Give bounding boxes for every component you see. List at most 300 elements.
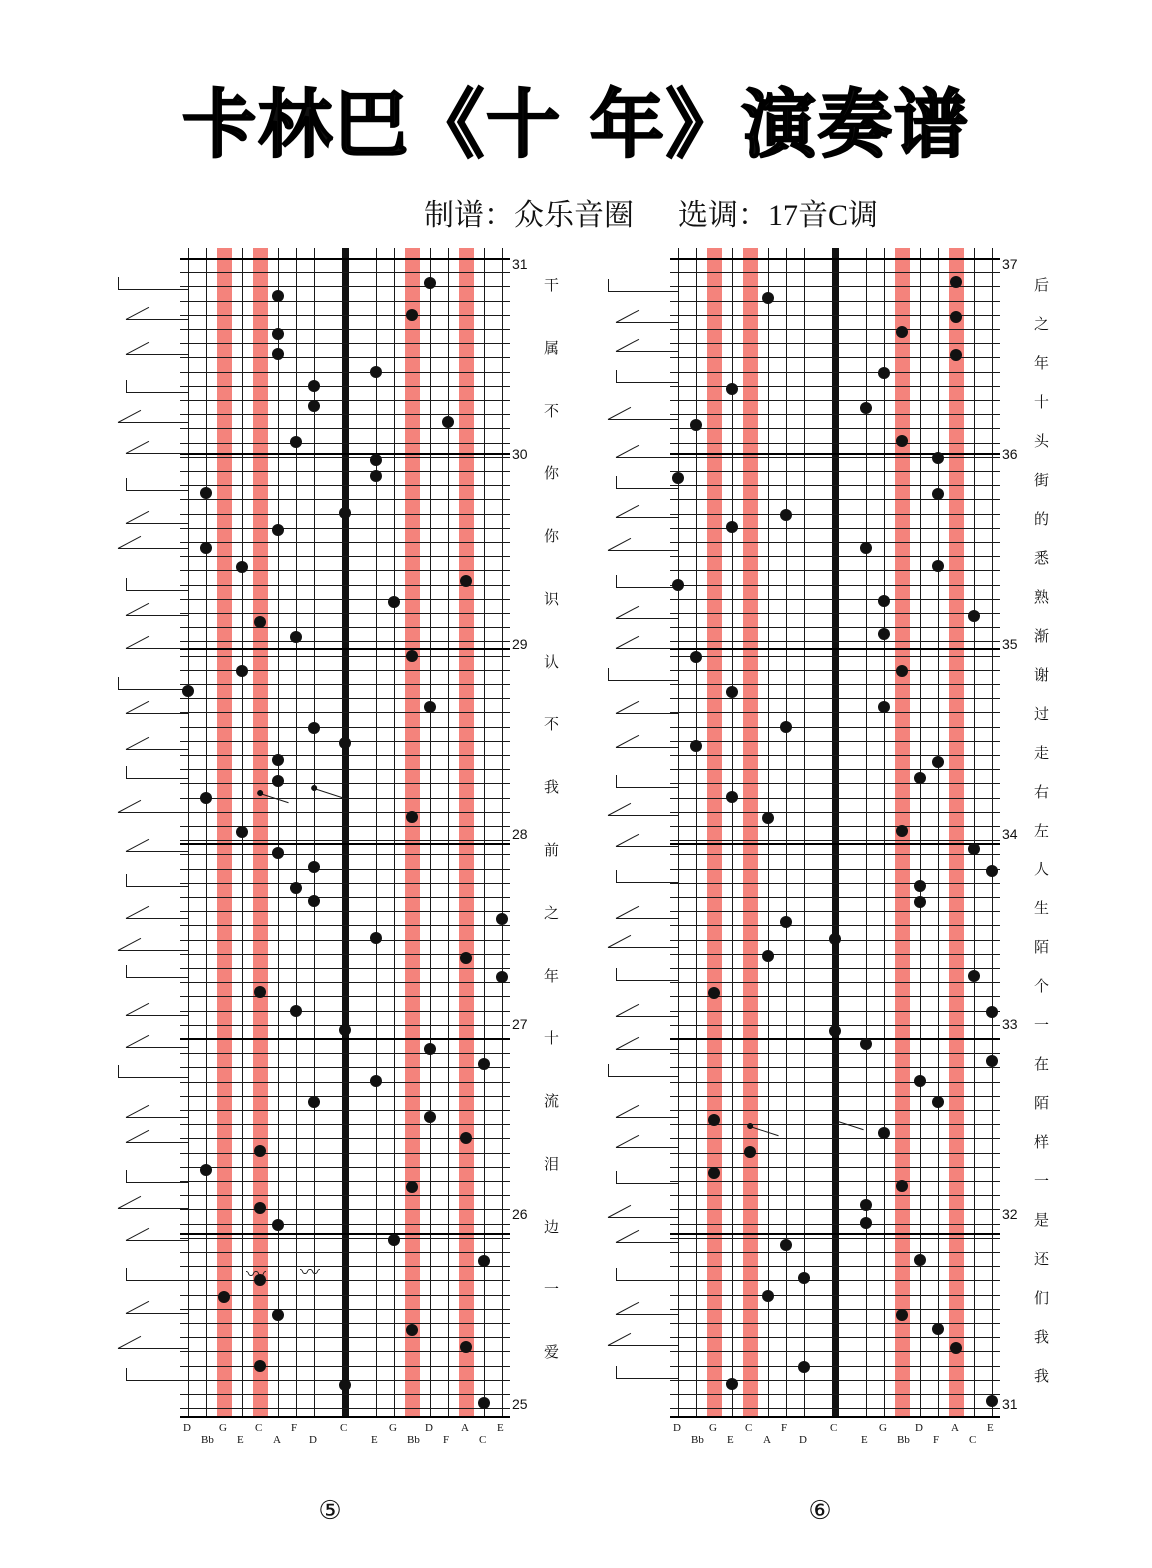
beam-line xyxy=(616,787,678,788)
note-dot xyxy=(406,811,418,823)
key-label: E xyxy=(727,1434,734,1446)
lyric-char: 悉 xyxy=(1034,548,1050,567)
measure-number: 37 xyxy=(1002,256,1018,272)
lyric-char: 熟 xyxy=(1034,587,1050,606)
lyric-char: 干 xyxy=(544,276,560,294)
lyric-char: 们 xyxy=(1034,1289,1050,1308)
tine xyxy=(992,248,993,1418)
beam-line xyxy=(616,918,678,919)
beam-hook xyxy=(126,874,127,886)
flag-stroke xyxy=(118,800,141,813)
tine xyxy=(376,248,377,1418)
beam-line xyxy=(118,950,188,951)
note-dot xyxy=(914,880,926,892)
beat-line xyxy=(180,925,510,926)
beam-line xyxy=(608,815,678,816)
credit-value: 众乐音圈 xyxy=(513,199,634,232)
beam-line xyxy=(126,918,188,919)
measure-line xyxy=(180,453,510,455)
beat-line xyxy=(180,400,510,401)
flag-stroke xyxy=(608,1333,631,1346)
note-dot xyxy=(370,366,382,378)
beat-line xyxy=(670,1309,1000,1310)
beat-line xyxy=(670,329,1000,330)
measure-number: 28 xyxy=(512,826,528,842)
lyric-char: 右 xyxy=(1034,782,1050,801)
note-dot xyxy=(932,756,944,768)
lyric-char: 识 xyxy=(544,589,560,608)
beam-line xyxy=(608,1076,678,1077)
note-dot xyxy=(406,1181,418,1193)
beam-line xyxy=(616,713,678,714)
beat-line xyxy=(180,1110,510,1111)
beam-line xyxy=(616,1049,678,1050)
note-dot xyxy=(878,1127,890,1139)
beat-line xyxy=(180,570,510,571)
beat-line xyxy=(670,698,1000,699)
beat-line xyxy=(670,670,1000,671)
beat-line xyxy=(670,783,1000,784)
beat-line xyxy=(180,1252,510,1253)
lyric-char: 我 xyxy=(544,778,560,797)
beam-hook xyxy=(118,1065,119,1077)
note-dot xyxy=(272,524,284,536)
trill-mark: 〰 xyxy=(246,1262,264,1286)
beam-line xyxy=(126,615,188,616)
lyric-char: 不 xyxy=(544,715,560,734)
lyric-char: 个 xyxy=(1034,977,1050,996)
beam-line xyxy=(118,289,188,290)
lyric-char: 之 xyxy=(544,903,560,922)
beat-line xyxy=(180,471,510,472)
note-dot xyxy=(290,882,302,894)
note-dot xyxy=(339,1024,351,1036)
lyric-char: 后 xyxy=(1034,276,1050,294)
beam-line xyxy=(126,778,188,779)
note-dot xyxy=(878,628,890,640)
score-page-5 xyxy=(120,248,560,1526)
beam-line xyxy=(118,422,188,423)
beat-line xyxy=(670,798,1000,799)
tine xyxy=(974,248,975,1418)
note-dot xyxy=(290,1005,302,1017)
beam-line xyxy=(608,419,678,420)
lyric-char: 渐 xyxy=(1034,626,1050,645)
flag-stroke xyxy=(126,1035,149,1048)
note-dot xyxy=(860,1038,872,1050)
beam-hook xyxy=(616,1366,617,1378)
staff-6 xyxy=(670,248,1000,1418)
beat-line xyxy=(670,528,1000,529)
beam-hook xyxy=(616,968,617,980)
lyric-char: 样 xyxy=(1034,1133,1050,1152)
measure-number: 30 xyxy=(512,446,528,462)
flag-stroke xyxy=(616,1037,639,1050)
note-dot xyxy=(236,561,248,573)
beat-line xyxy=(180,940,510,941)
beat-line xyxy=(670,1238,1000,1239)
beat-line xyxy=(180,1096,510,1097)
note-dot xyxy=(914,772,926,784)
note-dot xyxy=(950,311,962,323)
lyric-char: 过 xyxy=(1034,704,1050,723)
note-dot xyxy=(950,276,962,288)
note-dot xyxy=(370,932,382,944)
lyric-char: 人 xyxy=(1034,860,1050,879)
beam-line xyxy=(616,1314,678,1315)
beat-line xyxy=(180,641,510,642)
beat-line xyxy=(670,1153,1000,1154)
beam-hook xyxy=(126,380,127,392)
lyric-char: 陌 xyxy=(1034,1094,1050,1113)
beat-line xyxy=(180,613,510,614)
beat-line xyxy=(670,1195,1000,1196)
beat-line xyxy=(670,911,1000,912)
beat-line xyxy=(670,556,1000,557)
beam-line xyxy=(616,1147,678,1148)
flag-stroke xyxy=(616,1302,639,1315)
flag-stroke xyxy=(616,1135,639,1148)
beam-hook xyxy=(126,1368,127,1380)
note-dot xyxy=(308,400,320,412)
key-label: C xyxy=(255,1422,263,1434)
measure-line xyxy=(670,843,1000,845)
beat-line xyxy=(670,499,1000,500)
beam-hook xyxy=(616,1171,617,1183)
beat-line xyxy=(670,656,1000,657)
lyric-char: 走 xyxy=(1034,743,1050,762)
beat-line xyxy=(670,1096,1000,1097)
measure-line xyxy=(670,1233,1000,1235)
beat-line xyxy=(670,443,1000,444)
measure-line xyxy=(180,258,510,260)
lyric-char: 是 xyxy=(1034,1211,1050,1230)
flag-stroke xyxy=(616,445,639,458)
note-dot xyxy=(460,1132,472,1144)
note-dot xyxy=(200,1164,212,1176)
beam-hook xyxy=(126,766,127,778)
measure-number: 27 xyxy=(512,1016,528,1032)
note-dot xyxy=(406,1324,418,1336)
key-label: D xyxy=(183,1422,191,1434)
lyric-char: 我 xyxy=(1034,1328,1050,1347)
flag-stroke xyxy=(126,1301,149,1314)
beat-line xyxy=(670,272,1000,273)
key-label: D xyxy=(799,1434,807,1446)
tine xyxy=(866,248,867,1418)
beat-line xyxy=(670,812,1000,813)
tine-center xyxy=(342,248,349,1418)
note-dot xyxy=(406,650,418,662)
lyric-char: 左 xyxy=(1034,821,1050,840)
beam-line xyxy=(608,1345,678,1346)
beat-line xyxy=(180,1323,510,1324)
key-label: G xyxy=(709,1422,717,1434)
beat-line xyxy=(670,301,1000,302)
measure-line xyxy=(670,648,1000,650)
beat-line xyxy=(180,1082,510,1083)
beam-hook xyxy=(126,1170,127,1182)
lyric-char: 你 xyxy=(544,527,560,546)
beat-line xyxy=(180,428,510,429)
note-dot xyxy=(829,1025,841,1037)
note-dot xyxy=(496,913,508,925)
note-dot xyxy=(339,1379,351,1391)
measure-line xyxy=(670,453,1000,455)
note-dot xyxy=(218,1291,230,1303)
tine-highlight xyxy=(949,248,964,1418)
key-label: 选调： xyxy=(677,199,768,232)
note-dot xyxy=(726,383,738,395)
key-label: E xyxy=(371,1434,378,1446)
note-dot xyxy=(308,722,320,734)
beam-hook xyxy=(608,279,609,291)
lyric-char: 爱 xyxy=(544,1343,560,1362)
note-dot xyxy=(780,721,792,733)
lyric-char: 边 xyxy=(544,1217,560,1236)
beam-hook xyxy=(616,1268,617,1280)
note-dot xyxy=(272,328,284,340)
lyric-char: 一 xyxy=(544,1280,560,1299)
beam-line xyxy=(126,1117,188,1118)
tine xyxy=(484,248,485,1418)
beam-line xyxy=(616,882,678,883)
beat-line xyxy=(180,826,510,827)
beat-line xyxy=(670,428,1000,429)
beam-line xyxy=(616,587,678,588)
slur-mark xyxy=(835,1120,864,1130)
note-dot xyxy=(272,1309,284,1321)
beam-line xyxy=(608,291,678,292)
lyric-char: 在 xyxy=(1034,1055,1050,1074)
beat-line xyxy=(180,755,510,756)
measure-line xyxy=(180,1038,510,1040)
beat-line xyxy=(180,869,510,870)
note-dot xyxy=(762,812,774,824)
beat-line xyxy=(180,727,510,728)
beat-line xyxy=(180,1238,510,1239)
note-dot xyxy=(690,419,702,431)
note-dot xyxy=(968,843,980,855)
flag-stroke xyxy=(608,538,631,551)
note-dot xyxy=(272,348,284,360)
beat-line xyxy=(180,712,510,713)
measure-number: 32 xyxy=(1002,1206,1018,1222)
note-dot xyxy=(496,971,508,983)
beat-line xyxy=(180,783,510,784)
page-number-6: ⑥ xyxy=(808,1496,832,1526)
beat-line xyxy=(670,1323,1000,1324)
beat-line xyxy=(180,1366,510,1367)
note-dot xyxy=(914,1075,926,1087)
lyric-char: 十 xyxy=(544,1029,560,1048)
note-dot xyxy=(932,488,944,500)
measure-line xyxy=(180,1233,510,1235)
note-dot xyxy=(370,454,382,466)
tine xyxy=(314,248,315,1418)
note-dot xyxy=(986,1006,998,1018)
note-dot xyxy=(896,665,908,677)
note-dot xyxy=(690,740,702,752)
note-dot xyxy=(968,970,980,982)
note-dot xyxy=(780,509,792,521)
note-dot xyxy=(950,1342,962,1354)
beam-line xyxy=(616,382,678,383)
note-dot xyxy=(780,1239,792,1251)
beam-line xyxy=(118,689,188,690)
note-dot xyxy=(672,472,684,484)
note-dot xyxy=(914,896,926,908)
beat-line xyxy=(180,1124,510,1125)
flag-stroke xyxy=(126,307,149,320)
key-labels-6 xyxy=(670,1420,1010,1460)
beam-line xyxy=(616,488,678,489)
tine xyxy=(296,248,297,1418)
beat-line xyxy=(180,911,510,912)
key-label: F xyxy=(933,1434,940,1446)
note-dot xyxy=(254,1145,266,1157)
beam-line xyxy=(126,490,188,491)
tine-highlight xyxy=(405,248,420,1418)
note-dot xyxy=(878,701,890,713)
note-dot xyxy=(932,452,944,464)
note-dot xyxy=(896,326,908,338)
note-dot xyxy=(878,595,890,607)
beam-line xyxy=(126,713,188,714)
beam-hook xyxy=(616,370,617,382)
beat-line xyxy=(180,1309,510,1310)
key-label: C xyxy=(969,1434,977,1446)
beat-line xyxy=(180,386,510,387)
flag-stroke xyxy=(608,1205,631,1218)
key-label: Bb xyxy=(201,1434,214,1446)
flag-stroke xyxy=(616,906,639,919)
beat-line xyxy=(180,769,510,770)
beam-line xyxy=(616,648,678,649)
note-dot xyxy=(708,1167,720,1179)
key-label: C xyxy=(830,1422,838,1434)
note-dot xyxy=(950,349,962,361)
key-value: 17音C调 xyxy=(767,199,878,232)
beam-hook xyxy=(126,478,127,490)
beat-line xyxy=(180,1011,510,1012)
beam-hook xyxy=(608,668,609,680)
note-dot xyxy=(860,1217,872,1229)
note-dot xyxy=(236,826,248,838)
note-dot xyxy=(986,1055,998,1067)
flag-stroke xyxy=(616,636,639,649)
lyric-char: 一 xyxy=(1034,1016,1050,1035)
flag-stroke xyxy=(126,737,149,750)
note-dot xyxy=(406,309,418,321)
lyric-char: 前 xyxy=(544,841,560,859)
flag-stroke xyxy=(616,1105,639,1118)
note-dot xyxy=(896,1309,908,1321)
beam-line xyxy=(616,846,678,847)
key-label: Bb xyxy=(897,1434,910,1446)
measure-number: 31 xyxy=(512,256,528,272)
beat-line xyxy=(670,1280,1000,1281)
tine xyxy=(938,248,939,1418)
lyric-char: 不 xyxy=(544,401,560,420)
beam-line xyxy=(608,550,678,551)
tine xyxy=(678,248,679,1418)
key-label: D xyxy=(309,1434,317,1446)
key-label: A xyxy=(461,1422,469,1434)
note-dot xyxy=(762,292,774,304)
lyric-char: 流 xyxy=(544,1092,560,1111)
beat-line xyxy=(670,1295,1000,1296)
beat-line xyxy=(670,925,1000,926)
beat-line xyxy=(670,869,1000,870)
key-label: A xyxy=(763,1434,771,1446)
note-dot xyxy=(478,1058,490,1070)
beat-line xyxy=(670,1252,1000,1253)
beam-hook xyxy=(126,965,127,977)
beat-line xyxy=(670,585,1000,586)
flag-stroke xyxy=(126,342,149,355)
key-label: D xyxy=(425,1422,433,1434)
beam-line xyxy=(126,1015,188,1016)
lyric-char: 陌 xyxy=(1034,938,1050,957)
beat-line xyxy=(180,315,510,316)
note-dot xyxy=(896,435,908,447)
note-dot xyxy=(860,1199,872,1211)
flag-stroke xyxy=(126,1105,149,1118)
beat-line xyxy=(670,1408,1000,1409)
beat-line xyxy=(670,1082,1000,1083)
lyric-char: 年 xyxy=(544,966,560,985)
note-dot xyxy=(860,542,872,554)
key-label: E xyxy=(237,1434,244,1446)
beat-line xyxy=(670,485,1000,486)
beam-line xyxy=(126,590,188,591)
beam-hook xyxy=(118,677,119,689)
beam-hook xyxy=(616,775,617,787)
key-label: F xyxy=(443,1434,450,1446)
beat-line xyxy=(180,443,510,444)
note-dot xyxy=(308,380,320,392)
flag-stroke xyxy=(126,701,149,714)
beam-hook xyxy=(126,578,127,590)
note-dot xyxy=(424,701,436,713)
document-header xyxy=(0,0,1152,234)
flag-stroke xyxy=(118,536,141,549)
beam-line xyxy=(126,749,188,750)
flag-stroke xyxy=(126,511,149,524)
note-dot xyxy=(896,1180,908,1192)
beat-line xyxy=(670,471,1000,472)
beat-line xyxy=(670,712,1000,713)
measure-line xyxy=(670,1416,1000,1418)
beat-line xyxy=(670,996,1000,997)
beat-line xyxy=(670,741,1000,742)
note-dot xyxy=(254,986,266,998)
page-title: 卡林巴《十 年》演奏谱 xyxy=(182,82,970,168)
beat-line xyxy=(670,1366,1000,1367)
lyric-char: 还 xyxy=(1034,1250,1050,1269)
measure-number: 29 xyxy=(512,636,528,652)
note-dot xyxy=(272,847,284,859)
beam-line xyxy=(616,517,678,518)
beam-line xyxy=(616,1117,678,1118)
beat-line xyxy=(180,854,510,855)
flag-stroke xyxy=(616,606,639,619)
lyric-char: 头 xyxy=(1034,431,1050,450)
lyric-char: 你 xyxy=(544,464,560,483)
beat-line xyxy=(180,414,510,415)
beam-line xyxy=(126,1047,188,1048)
